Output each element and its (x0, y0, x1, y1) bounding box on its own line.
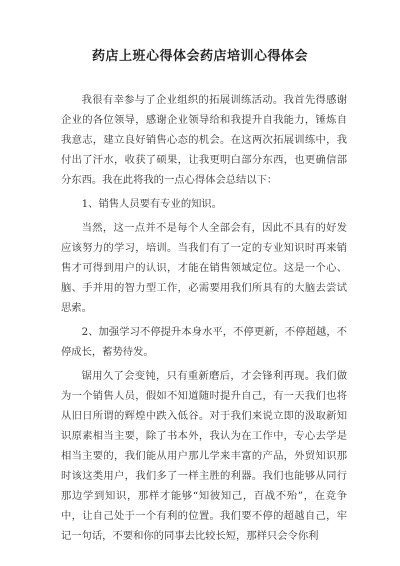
section-heading-1: 1、销售人员要有专业的知识。 (81, 198, 223, 210)
section-heading-2: 2、加强学习不停提升本身水平，不停更新，不停超越，不停成长，蓄势待发。 (61, 326, 347, 358)
paragraph-learning: 锯用久了会变钝，只有重新磨后，才会锋利再现。我们做为一个销售人员，假如不知道随时提升自己，有一天我们也将从旧日所谓的辉煌中跌入低谷。对于我们来说立即的汲取新知识原素相当主要，除了书本外，我认为在工作中，专心去学是相当主要的，我们能从用户那儿学来丰富的产品，外贸知识那时该这类用户，我们多了一样主胜的利器。我们也能够从同行那边学到知识，那样才能够“知彼知己，百战不殆”，在竞争中，让自己处于一个有利的位置。我们要不停的超越自己，牢记一句话，不要和你的同事去比较长短，那样只会令你利 (61, 370, 347, 542)
document-title: 药店上班心得体会药店培训心得体会 (91, 49, 308, 64)
paragraph-intro: 我很有幸参与了企业组织的拓展训练活动。我首先得感谢企业的各位领导，感谢企业领导给和我提升自我能力，锤炼自我意志，建立良好销售心态的机会。在这两次拓展训练中，我付出了汗水，收获了硕果，让我更明白部分东西，也更确信部分东西。我在此将我的一点心得体会总结以下： (61, 94, 347, 186)
document-body (61, 90, 347, 550)
paragraph-knowledge: 当然，这一点并不是每个人全部会有，因此不具有的好发应该努力的学习，培训。当我们有了一定的专业知识时再来销售才可得到用户的认识，才能在销售领域定位。这是一个心、脑、手并用的智力型工作，必需要用我们所具有的大脑去尝试思索。 (61, 222, 347, 314)
